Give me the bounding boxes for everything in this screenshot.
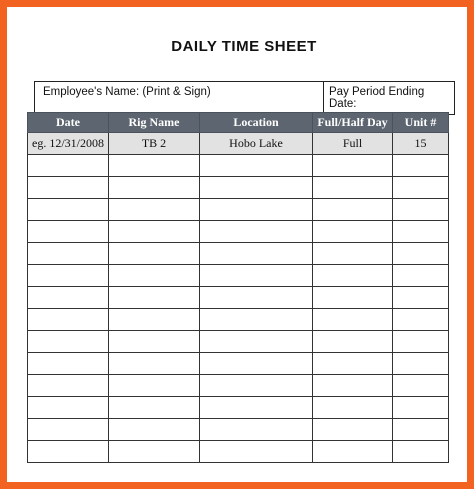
cell-unit-number[interactable] (393, 155, 449, 177)
cell-unit-number[interactable] (393, 265, 449, 287)
cell-unit-number[interactable] (393, 199, 449, 221)
cell-rig-name[interactable] (109, 441, 200, 463)
cell-location[interactable] (200, 419, 313, 441)
cell-full-half-day[interactable] (313, 265, 393, 287)
cell-rig-name[interactable] (109, 309, 200, 331)
cell-unit-number[interactable] (393, 287, 449, 309)
cell-rig-name[interactable] (109, 419, 200, 441)
page-title: DAILY TIME SHEET (171, 38, 317, 55)
table-row (28, 221, 449, 243)
cell-location[interactable] (200, 441, 313, 463)
pay-period-field[interactable]: Pay Period Ending Date: (329, 86, 425, 110)
example-date: eg. 12/31/2008 (28, 133, 109, 155)
cell-date[interactable] (28, 309, 109, 331)
cell-date[interactable] (28, 441, 109, 463)
cell-rig-name[interactable] (109, 199, 200, 221)
cell-full-half-day[interactable] (313, 331, 393, 353)
table-row (28, 375, 449, 397)
cell-rig-name[interactable] (109, 375, 200, 397)
cell-location[interactable] (200, 177, 313, 199)
cell-date[interactable] (28, 221, 109, 243)
cell-full-half-day[interactable] (313, 441, 393, 463)
cell-full-half-day[interactable] (313, 199, 393, 221)
table-row (28, 353, 449, 375)
cell-full-half-day[interactable] (313, 397, 393, 419)
example-row (28, 133, 449, 155)
cell-rig-name[interactable] (109, 155, 200, 177)
table-row (28, 419, 449, 441)
cell-unit-number[interactable] (393, 353, 449, 375)
cell-date[interactable] (28, 331, 109, 353)
cell-date[interactable] (28, 353, 109, 375)
cell-unit-number[interactable] (393, 309, 449, 331)
table-row (28, 265, 449, 287)
cell-unit-number[interactable] (393, 221, 449, 243)
cell-full-half-day[interactable] (313, 287, 393, 309)
employee-name-field[interactable]: Employee's Name: (Print & Sign) (35, 82, 324, 114)
cell-location[interactable] (200, 397, 313, 419)
cell-full-half-day[interactable] (313, 177, 393, 199)
table-header-row (28, 113, 449, 133)
cell-date[interactable] (28, 243, 109, 265)
cell-unit-number[interactable] (393, 177, 449, 199)
example-unit-number: 15 (393, 133, 449, 155)
cell-location[interactable] (200, 309, 313, 331)
header-full-half-day: Full/Half Day (313, 113, 393, 133)
cell-location[interactable] (200, 331, 313, 353)
cell-full-half-day[interactable] (313, 375, 393, 397)
cell-rig-name[interactable] (109, 265, 200, 287)
cell-full-half-day[interactable] (313, 155, 393, 177)
cell-rig-name[interactable] (109, 221, 200, 243)
table-row (28, 441, 449, 463)
cell-rig-name[interactable] (109, 177, 200, 199)
cell-rig-name[interactable] (109, 243, 200, 265)
cell-full-half-day[interactable] (313, 243, 393, 265)
example-location: Hobo Lake (200, 133, 313, 155)
cell-unit-number[interactable] (393, 397, 449, 419)
cell-date[interactable] (28, 199, 109, 221)
cell-location[interactable] (200, 199, 313, 221)
cell-date[interactable] (28, 177, 109, 199)
cell-location[interactable] (200, 265, 313, 287)
example-rig-name: TB 2 (109, 133, 200, 155)
table-row (28, 397, 449, 419)
table-row (28, 155, 449, 177)
cell-rig-name[interactable] (109, 287, 200, 309)
cell-date[interactable] (28, 287, 109, 309)
cell-unit-number[interactable] (393, 419, 449, 441)
table-row (28, 309, 449, 331)
cell-date[interactable] (28, 265, 109, 287)
table-row (28, 287, 449, 309)
cell-location[interactable] (200, 243, 313, 265)
cell-date[interactable] (28, 397, 109, 419)
cell-full-half-day[interactable] (313, 353, 393, 375)
employee-info-box (34, 81, 455, 115)
cell-rig-name[interactable] (109, 397, 200, 419)
table-row (28, 177, 449, 199)
cell-full-half-day[interactable] (313, 419, 393, 441)
cell-date[interactable] (28, 375, 109, 397)
table-row (28, 199, 449, 221)
cell-location[interactable] (200, 221, 313, 243)
table-row (28, 243, 449, 265)
cell-full-half-day[interactable] (313, 309, 393, 331)
cell-full-half-day[interactable] (313, 221, 393, 243)
cell-location[interactable] (200, 353, 313, 375)
cell-unit-number[interactable] (393, 331, 449, 353)
cell-unit-number[interactable] (393, 441, 449, 463)
cell-unit-number[interactable] (393, 243, 449, 265)
example-full-half-day: Full (313, 133, 393, 155)
cell-date[interactable] (28, 155, 109, 177)
table-row (28, 331, 449, 353)
cell-unit-number[interactable] (393, 375, 449, 397)
header-date: Date (28, 113, 109, 133)
cell-date[interactable] (28, 419, 109, 441)
header-unit-number: Unit # (393, 113, 449, 133)
cell-location[interactable] (200, 287, 313, 309)
cell-location[interactable] (200, 375, 313, 397)
time-sheet-table (27, 112, 449, 463)
cell-rig-name[interactable] (109, 331, 200, 353)
header-rig-name: Rig Name (109, 113, 200, 133)
cell-location[interactable] (200, 155, 313, 177)
cell-rig-name[interactable] (109, 353, 200, 375)
header-location: Location (200, 113, 313, 133)
